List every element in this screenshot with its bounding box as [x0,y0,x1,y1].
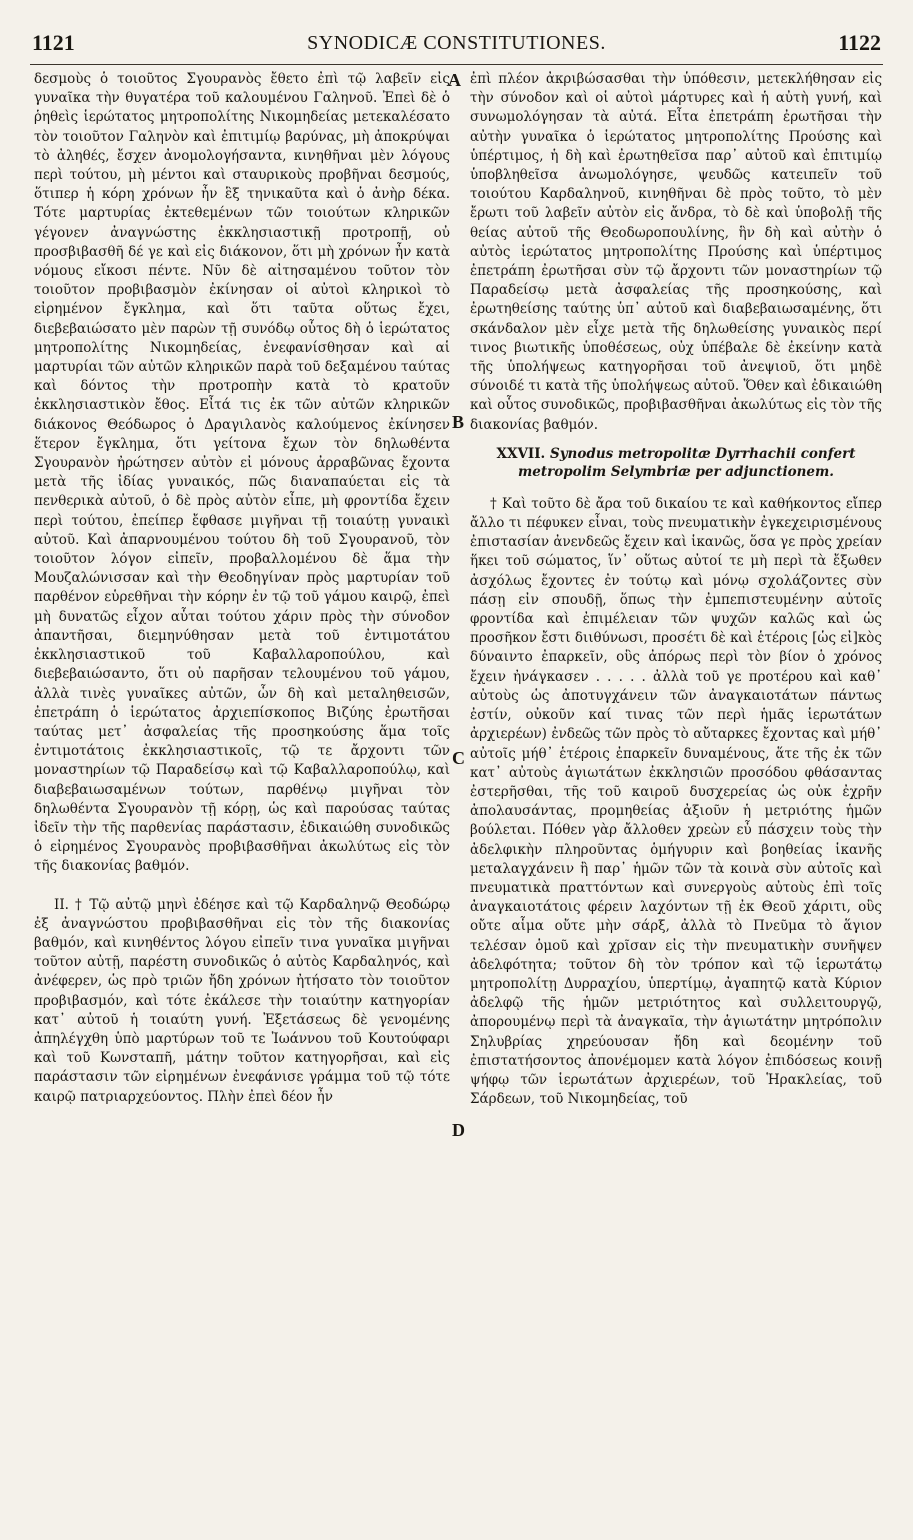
left-column [34,70,450,1107]
right-column [470,70,882,1109]
paragraph-gap [34,877,450,896]
section-number: XXVII. [496,445,546,462]
right-paragraph-1: ἐπὶ πλέον ἀκριβώσασθαι τὴν ὑπόθεσιν, μετεκλήθησαν εἰς τὴν σύνοδον καὶ οἱ αὐτοὶ μάρτυρες καὶ ἡ αὐτὴ γυνή, καὶ συνωμολόγησαν τὰ αὐτά. Εἶτα ἐπετράπη ἐρωτῆσαι τὴν αὐτὴν γυναῖκα ὁ ἱερώτατος μητροπολίτης Προύσης καὶ ὑπέρτιμος, ἡ δὴ καὶ ἐρωτηθεῖσα παρ᾽ αὐτοῦ καὶ ἐπιτιμίῳ ὑποβληθεῖσα ἀνωμολόγησε, ψευδῶς κατειπεῖν τοῦ τοιούτου Καρδαληνοῦ, κινηθῆναι δὲ πρὸς τοῦτο, τὸ μὲν ἔρωτι τοῦ λαβεῖν αὐτὸν εἰς ἄνδρα, τὸ δὲ καὶ ὑποβολῇ τῆς θείας αὐτοῦ τῆς Θεοδωροπουλίνης, ἣν δὴ καὶ αὐτὴν ὁ αὐτὸς ἱερώτατος μητροπολίτης Προύσης καὶ ὑπέρτιμος ἐπετράπη ἐρωτῆσαι σὺν τῷ ἄρχοντι τῶν μοναστηρίων τῷ Παραδείσῳ μετὰ ἀσφαλείας τῆς προσηκούσης, καὶ ἐρωτηθείσης ταύτης ὑπ᾽ αὐτοῦ καὶ διαβεβαιωσαμένης, ὅτι σκάνδαλον μὲν εἶχε μετὰ τῆς δηλωθείσης γυναικὸς περί τινος βιωτικῆς ὑποθέσεως, οὐχ ὑπέβαλε δὲ ἐκείνην κατὰ τῆς ὑπολήψεως κατηγορῆσαι τοῦ ἀνεψιοῦ, ὅτι μηδὲ σύνοιδέ τι κατὰ τῆς ὑπολήψεως αὐτοῦ. Ὅθεν καὶ ἐδικαιώθη καὶ οὗτος συνοδικῶς, προβιβασθῆναι ἀκωλύτως εἰς τὸν τῆς διακονίας βαθμόν. [470,71,882,433]
section-title: Synodus metropolitæ Dyrrhachii confert metropolim Selymbriæ per adjunctionem. [518,445,856,480]
left-paragraph-2: II. † Τῷ αὐτῷ μηνὶ ἐδέησε καὶ τῷ Καρδαληνῷ Θεοδώρῳ ἐξ ἀναγνώστου προβιβασθῆναι εἰς τὸν τῆς διακονίας βαθμόν, καὶ κινηθέντος λόγου εἰπεῖν τινα γυναῖκα μιγῆναι τοῦτον αὐτῇ, παρέστη συνοδικῶς ὁ αὐτὸς Καρδαληνός, καὶ ἀνέφερεν, ὡς πρὸ τριῶν ἤδη χρόνων ἠτήσατο τὸν τοιοῦτον προβιβασμόν, καὶ τότε ἐκάλεσε τὴν τοιαύτην κατηγορίαν κατ᾽ αὐτοῦ ἡ τοιαύτη γυνή. Ἐξετάσεως δὲ γενομένης ἀπηλέγχθη ὑπὸ μαρτύρων τοῦ τε Ἰωάννου τοῦ Κουτούφαρι καὶ τοῦ Κωνσταπῆ, μάτην τοῦτον κατηγορῆσαι, καὶ εἰς παράστασιν τῶν εἰρημένων ἐνεφάνισε γράμμα τοῦ τῷ τότε καιρῷ πατριαρχεύοντος. Πλὴν ἐπεὶ δέον ἦν [34,896,450,1105]
running-title: SYNODICÆ CONSTITUTIONES. [307,32,606,54]
margin-marker-a: A [448,70,461,90]
margin-marker-c: C [452,748,465,768]
margin-marker-d: D [452,1120,465,1140]
section-heading [470,445,882,481]
page-number-right: 1122 [838,30,881,55]
left-paragraph-1: δεσμοὺς ὁ τοιοῦτος Σγουρανὸς ἔθετο ἐπὶ τῷ λαβεῖν εἰς γυναῖκα τὴν θυγατέρα τοῦ καλουμένου Γαληνοῦ. Ἐπεὶ δὲ ὁ ῥηθεὶς ἱερώτατος μητροπολίτης Νικομηδείας μετεκαλέσατο τὸν τοιοῦτον Γαληνὸν καὶ ἐπιτιμίῳ βαρύνας, μὴ ἀποκρύψαι τὸ ἀληθές, ἔσχεν ἀνομολογήσαντα, κινηθῆναι μὲν λόγους περὶ τούτου, μὴ μέντοι καὶ σταυρικοὺς προβῆναι δεσμούς, ὅτιπερ ἡ κόρη χρόνων ἦν ἓξ τηνικαῦτα καὶ ὁ ἀνὴρ δέκα. Τότε μαρτυρίας ἐκτεθεμένων τῶν τοιούτων κληρικῶν γέγονεν ἀναγνώστης ἐκκλησιαστικῇ προτροπῇ, οὐ προσβιβασθῆ δέ γε καὶ εἰς διάκονον, ὅτι μὴ χρόνων ἦν κατὰ νόμους εἴκοσι πέντε. Νῦν δὲ αἰτησαμένου τοῦτον τὸν τοιοῦτον προβιβασμὸν ἐκίνησαν οἱ αὐτοὶ κληρικοὶ τὸ εἰρημένον ἔγκλημα, καὶ ὅτι ταῦτα οὕτως ἔχει, διεβεβαιώσατο μὲν παρὼν τῇ συνόδῳ οὗτος δὴ ὁ ἱερώτατος μητροπολίτης Νικομηδείας, ἐνεφανίσθησαν καὶ αἱ μαρτυρίαι τῶν αὐτῶν κληρικῶν παρὰ τοῦ δεξαμένου ταύτας καὶ δόντος τὴν προτροπὴν κατὰ τὸ κρατοῦν ἐκκλησιαστικὸν ἔθος. Εἶτά τις ἐκ τῶν αὐτῶν κληρικῶν διάκονος Θεόδωρος ὁ Δραγιλανὸς καλούμενος ἐκίνησεν ἕτερον ἔγκλημα, ὅτι γείτονα ἔχων τὸν δηλωθέντα Σγουρανὸν ἠρώτησεν αὐτὸν εἰ μόνους ἀρραβῶνας ἔχοντα μετὰ τῆς ἰδίας γυναικός, πῶς διαναπαύεται εἰς τὰ πενθερικὰ αὐτοῦ, ὁ δὲ πρὸς αὐτὸν εἶπε, μὴ φροντίδα ἔχειν περὶ τούτου, ἐπείπερ ἔφθασε μιγῆναι τῇ τοιαύτῃ γυναικὶ αὐτοῦ. Καὶ ἀπαρνουμένου τούτου δὴ τοῦ Σγουρανοῦ, τὸν τοιοῦτον λόγον εἰπεῖν, προβαλλομένου δὲ ἅμα τὴν Μουζαλώνισσαν καὶ τὴν Θεοδηγίναν πρὸς μαρτυρίαν τοῦ παρθένον εὑρεθῆναι τὴν κόρην ἐν τῷ τοῦ γάμου καιρῷ, ἐπεὶ μὴ δυνατῶς εἶχον αὗται τούτου χάριν πρὸς τὴν σύνοδον ἀπαντῆσαι, διεμηνύθησαν μετὰ τοῦ ἐντιμοτάτου ἐκκλησιαστικοῦ τοῦ Καβαλλαροπούλου, καὶ διεβεβαιώσαντο, ὅτι οὐ παρῆσαν τελουμένου τοῦ γάμου, ἀλλὰ τινὲς γυναῖκες αὐτῶν, ὧν δὴ καὶ μεταληθεισῶν, ἐπετράπη ὁ ἱερώτατος ἀρχιεπίσκοπος Βιζύης ἐρωτῆσαι ταύτας μετ᾽ ἀσφαλείας τῆς προσηκούσης ἅμα τοῖς ἐντιμοτάτοις ἐκκλησιαστικοῖς, τῷ τε ἄρχοντι τῶν μοναστηρίων τῷ Παραδείσῳ καὶ τῷ Καβαλλαροπούλῳ, καὶ διαβεβαιωσαμένων τούτων, παρθένῳ μιγῆναι τὸν δηλωθέντα Σγουρανὸν τῇ κόρῃ, ὡς καὶ παρούσας ταύτας ἰδεῖν τὴν τῆς παρθενίας παράστασιν, ἐδικαιώθη συνοδικῶς ὁ εἰρημένος Σγουρανὸς προβιβασθῆναι ἀκωλύτως εἰς τὸν τῆς διακονίας βαθμόν. [34,71,450,875]
header-rule [30,64,883,65]
page-number-left: 1121 [32,30,75,55]
margin-marker-b: B [452,412,465,432]
right-paragraph-2: † Καὶ τοῦτο δὲ ἄρα τοῦ δικαίου τε καὶ καθήκοντος εἴπερ ἄλλο τι πέφυκεν εἶναι, τοὺς πνευματικὴν ἐγκεχειρισμένους ἐπιστασίαν ἀνενδεῶς ἔχειν καὶ ἱκανῶς, ὅσα γε πρὸς χρείαν ἥκει τοῦ σώματος, ἵν᾽ οὕτως αὐτοί τε μὴ περὶ τὰ ἔξωθεν ἀσχόλως ἔχοντες ἐν τούτῳ καὶ μόνῳ σχολάζοντες σὺν πάσῃ εἰν σπουδῇ, ὅπως τὴν ἐμπεπιστευμένην αὐτοῖς φροντίδα καὶ ἐπιμέλειαν τῶν ψυχῶν καλῶς καὶ ὡς προσῆκον ἔστι διιθύνωσι, προσέτι δὲ καὶ ἑτέροις [ὡς εἰ]κὸς δύναιντο ἐπαρκεῖν, οὓς ἀπόρως περὶ τὸν βίον ὁ χρόνος ἔχειν ἠνάγκασεν . . . . . ἀλλὰ τοῦ γε προτέρου καὶ καθ᾽ αὐτοὺς ὡς ἀποτυγχάνειν τῶν ἀναγκαιοτάτων πάντως ἐστίν, οὐκοῦν καί τινας τῶν περὶ ἡμᾶς ἱερωτάτων ἀρχιερέων) ἐνδεῶς τῶν πρὸς τὸ αὔταρκες ἔχοντας καὶ μήθ᾽ αὐτοῖς μήθ᾽ ἑτέροις ἐπαρκεῖν δυναμένους, ἅτε τῆς ἐκ τῶν κατ᾽ αὐτοὺς ἁγιωτάτων ἐκκλησιῶν προσόδου φθάσαντας ἐστερῆσθαι, τῆς τοῦ καιροῦ δυσχερείας ὡς οὐκ ἐχρῆν ἀπολαυσάντας, προμηθείας ἀξιοῦν ἡ μετριότης ἡμῶν βούλεται. Πόθεν γὰρ ἄλλοθεν χρεὼν εὖ πάσχειν τοὺς τὴν ἀδελφικὴν πληροῦντας ὁμήγυριν καὶ βοηθείας ἱκανῆς μεταλαγχάνειν ἢ παρ᾽ ἡμῶν τῶν τὰ κοινὰ σὺν αὐτοῖς καὶ πνευματικὰ πραττόντων καὶ συνεργοὺς αὐτοὺς ἐπὶ τοῖς ἀναγκαιοτάτοις φέρειν λαχόντων τῇ ἐκ Θεοῦ χάριτι, οὓς οὔτε αἷμα οὔτε μὴν σάρξ, ἀλλὰ τὸ Πνεῦμα τὸ ἅγιον τελέσαν ὁμοῦ καὶ χρῖσαν εἰς τὴν πνευματικὴν συνῆψεν ἀδελφότητα; τοῦτον δὴ τὸν τρόπον καὶ τῷ ἱερωτάτῳ μητροπολίτῃ Δυρραχίου, ὑπερτίμῳ, ἀγαπητῷ κατὰ Κύριον ἀδελφῷ τῆς ἡμῶν μετριότητος καὶ συλλειτουργῷ, ἀπορουμένῳ περὶ τὰ ἀναγκαῖα, τὴν ἁγιωτάτην μητρόπολιν Σηλυβρίας χηρεύουσαν ἤδη καὶ δεομένην τοῦ ἐπιστατήσοντος ἀπονέμομεν κατὰ λόγον ἐπιδόσεως κοινῇ ψήφῳ τῶν ἱερωτάτων ἀρχιερέων, τοῦ Ἡρακλείας, τοῦ Σάρδεων, τοῦ Νικομηδείας, τοῦ [470,495,883,1108]
page-header [30,30,883,64]
